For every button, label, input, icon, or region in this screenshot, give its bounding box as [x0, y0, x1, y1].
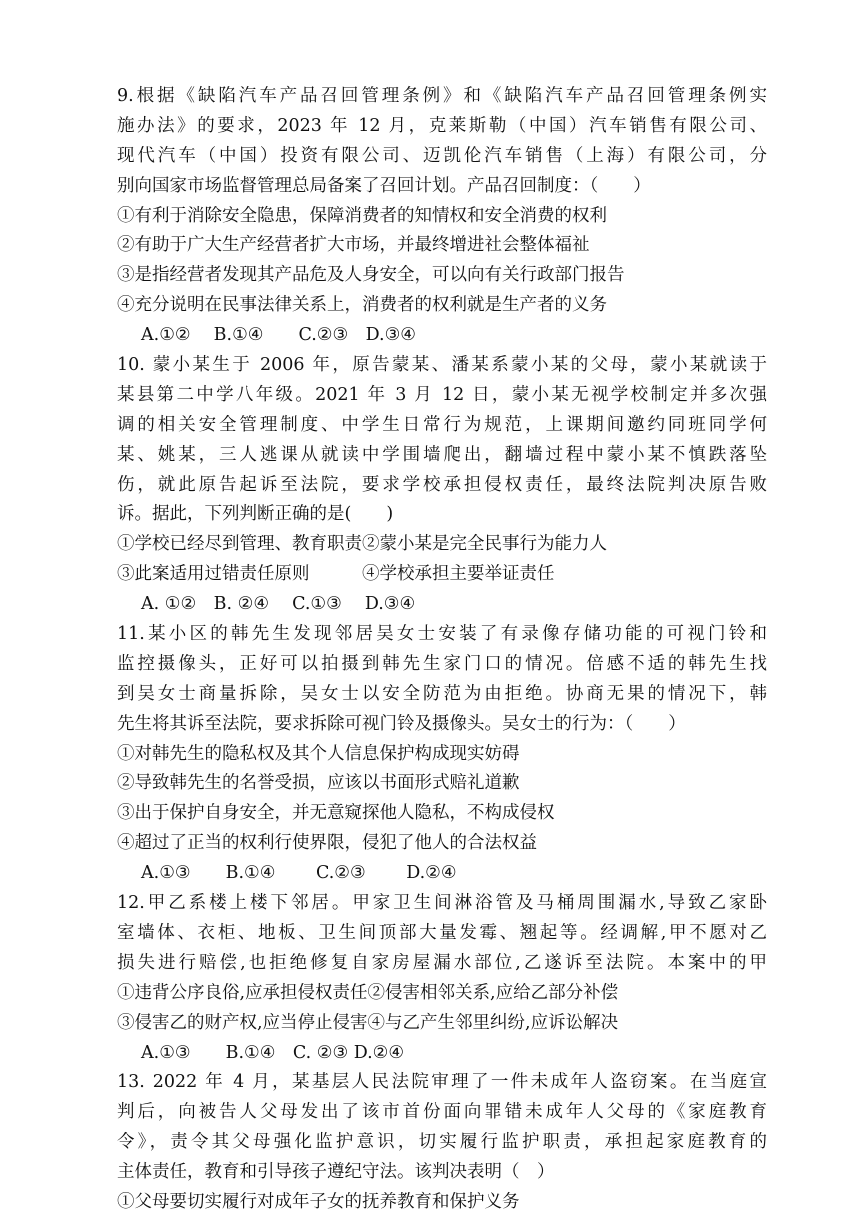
question-13 — [117, 1068, 767, 1217]
statement-item: ①学校已经尽到管理、教育职责②蒙小某是完全民事行为能力人 — [117, 534, 607, 555]
question-stem-line: 某县第二中学八年级。2021 年 3 月 12 日，蒙小某无视学校制定并多次强 — [117, 384, 767, 405]
question-stem-line: 主体责任，教育和引导孩子遵纪守法。该判决表明（ ） — [117, 1162, 555, 1183]
question-stem-line: 室墙体、衣柜、地板、卫生间顶部大量发霉、翘起等。经调解,甲不愿对乙 — [117, 922, 767, 943]
question-stem-line: 先生将其诉至法院，要求拆除可视门铃及摄像头。吴女士的行为：（ ） — [117, 713, 686, 734]
answer-options: A.①② B.①④ C.②③ D.③④ — [141, 325, 416, 346]
question-stem-line: 现代汽车（中国）投资有限公司、迈凯伦汽车销售（上海）有限公司，分 — [117, 145, 767, 166]
question-list — [117, 82, 767, 1218]
question-10 — [117, 351, 767, 620]
question-stem-line: 9.根据《缺陷汽车产品召回管理条例》和《缺陷汽车产品召回管理条例实 — [117, 86, 767, 106]
statement-item: ④超过了正当的权利行使界限，侵犯了他人的合法权益 — [117, 833, 537, 854]
question-stem-line: 判后，向被告人父母发出了该市首份面向罪错未成年人父母的《家庭教育 — [117, 1102, 767, 1123]
question-stem-line: 11.某小区的韩先生发现邻居吴女士安装了有录像存储功能的可视门铃和 — [117, 624, 767, 645]
question-stem-line: 到吴女士商量拆除，吴女士以安全防范为由拒绝。协商无果的情况下，韩 — [117, 683, 767, 704]
statement-item: ④充分说明在民事法律关系上，消费者的权利就是生产者的义务 — [117, 295, 607, 316]
question-stem-line: 伤，就此原告起诉至法院，要求学校承担侵权责任，最终法院判决原告败 — [117, 474, 767, 495]
question-stem-line: 12.甲乙系楼上楼下邻居。甲家卫生间淋浴管及马桶周围漏水,导致乙家卧 — [117, 893, 767, 914]
statement-item: ①父母要切实履行对成年子女的抚养教育和保护义务 — [117, 1191, 520, 1212]
question-stem-line: 13. 2022 年 4 月，某基层人民法院审理了一件未成年人盗窃案。在当庭宣 — [117, 1072, 767, 1093]
question-9 — [117, 82, 767, 351]
question-stem-line: 别向国家市场监督管理总局备案了召回计划。产品召回制度：（ ） — [117, 175, 651, 196]
answer-options: A. ①② B. ②④ C.①③ D.③④ — [141, 594, 416, 615]
question-stem-line: 某、姚某，三人逃课从就读中学围墙爬出，翻墙过程中蒙小某不慎跌落坠 — [117, 444, 767, 465]
question-stem-line: 损失进行赔偿,也拒绝修复自家房屋漏水部位,乙遂诉至法院。本案中的甲 — [117, 952, 767, 973]
statement-item: ③出于保护自身安全，并无意窥探他人隐私，不构成侵权 — [117, 803, 555, 824]
question-stem-line: 令》，责令其父母强化监护意识，切实履行监护职责，承担起家庭教育的 — [117, 1132, 767, 1153]
statement-item: ①有利于消除安全隐患，保障消费者的知情权和安全消费的权利 — [117, 205, 607, 226]
answer-options: A.①③ B.①④ C.②③ D.②④ — [141, 863, 457, 884]
statement-item: ③是指经营者发现其产品危及人身安全，可以向有关行政部门报告 — [117, 265, 625, 286]
question-stem-line: 10. 蒙小某生于 2006 年，原告蒙某、潘某系蒙小某的父母，蒙小某就读于 — [117, 355, 767, 376]
question-11 — [117, 620, 767, 889]
statement-item: ②有助于广大生产经营者扩大市场，并最终增进社会整体福祉 — [117, 235, 590, 256]
answer-options: A.①③ B.①④ C. ②③ D.②④ — [141, 1042, 405, 1063]
question-12 — [117, 889, 767, 1068]
question-stem-line: 调的相关安全管理制度、中学生日常行为规范，上课期间邀约同班同学何 — [117, 414, 767, 435]
question-stem-line: 监控摄像头，正好可以拍摄到韩先生家门口的情况。倍感不适的韩先生找 — [117, 653, 767, 674]
question-stem-line: 诉。据此，下列判断正确的是( ) — [117, 504, 394, 525]
statement-item: ②导致韩先生的名誉受损，应该以书面形式赔礼道歉 — [117, 773, 520, 794]
question-stem-line: 施办法》的要求，2023 年 12 月，克莱斯勒（中国）汽车销售有限公司、 — [117, 115, 767, 136]
statement-item: ①违背公序良俗,应承担侵权责任②侵害相邻关系,应给乙部分补偿 — [117, 982, 619, 1003]
statement-item: ③侵害乙的财产权,应当停止侵害④与乙产生邻里纠纷,应诉讼解决 — [117, 1012, 619, 1033]
statement-item: ③此案适用过错责任原则 ④学校承担主要举证责任 — [117, 564, 555, 585]
statement-item: ①对韩先生的隐私权及其个人信息保护构成现实妨碍 — [117, 743, 520, 764]
